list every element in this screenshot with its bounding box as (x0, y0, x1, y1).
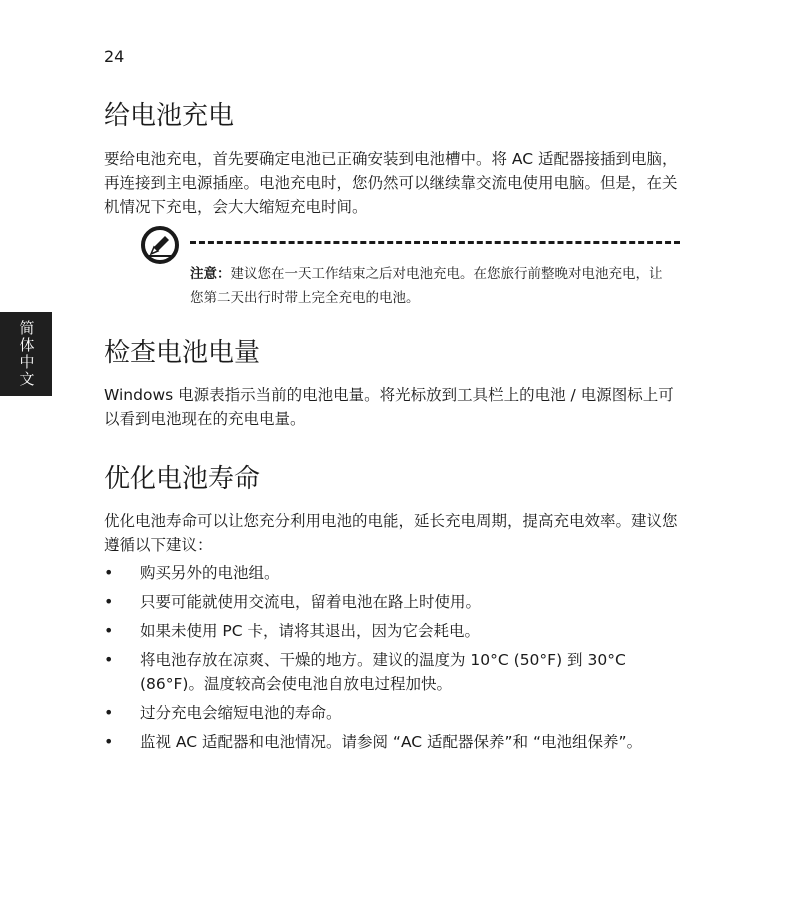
note-pen-icon (140, 225, 180, 265)
section-title-optimizing: 优化电池寿命 (104, 464, 261, 494)
bullet-icon: • (104, 563, 114, 582)
list-item-text: 监视 AC 适配器和电池情况。请参阅 “AC 适配器保养”和 “电池组保养”。 (140, 733, 643, 751)
section-title-checking: 检查电池电量 (104, 338, 261, 368)
bullet-icon: • (104, 592, 114, 611)
list-item (104, 561, 684, 585)
list-item (104, 590, 684, 614)
charging-paragraph: 要给电池充电，首先要确定电池已正确安装到电池槽中。将 AC 适配器接插到电脑，再连接到主电源插座。电池充电时，您仍然可以继续靠交流电使用电脑。但是，在关机情况下充电，会大大缩短充电时间。 (104, 150, 678, 216)
optimizing-paragraph: 优化电池寿命可以让您充分利用电池的电能，延长充电周期，提高充电效率。建议您遵循以下建议： (104, 512, 678, 554)
note-text-block (190, 262, 670, 310)
bullet-icon: • (104, 732, 114, 751)
note-divider (190, 241, 680, 244)
list-item-text: 只要可能就使用交流电，留着电池在路上时使用。 (140, 593, 482, 611)
list-item (104, 701, 684, 725)
bullet-icon: • (104, 621, 114, 640)
checking-paragraph: Windows 电源表指示当前的电池电量。将光标放到工具栏上的电池 / 电源图标上可以看到电池现在的充电电量。 (104, 386, 674, 428)
page-number: 24 (104, 47, 125, 66)
list-item (104, 648, 684, 696)
section-title-charging: 给电池充电 (104, 101, 235, 131)
bullet-icon: • (104, 650, 114, 669)
bullet-icon: • (104, 703, 114, 722)
note-body: 建议您在一天工作结束之后对电池充电。在您旅行前整晚对电池充电，让您第二天出行时带上完全充电的电池。 (190, 266, 663, 306)
list-item-text: 如果未使用 PC 卡，请将其退出，因为它会耗电。 (140, 622, 481, 640)
list-item (104, 619, 684, 643)
list-item-text: 将电池存放在凉爽、干燥的地方。建议的温度为 10°C (50°F) 到 30°C (86°F)。温度较高会使电池自放电过程加快。 (140, 651, 626, 693)
language-side-tab (0, 312, 52, 396)
list-item (104, 730, 684, 754)
note-label: 注意： (190, 266, 231, 282)
list-item-text: 购买另外的电池组。 (140, 564, 280, 582)
list-item-text: 过分充电会缩短电池的寿命。 (140, 704, 342, 722)
language-side-tab-label: 简体中文 (17, 320, 36, 388)
battery-tips-list (104, 561, 684, 759)
